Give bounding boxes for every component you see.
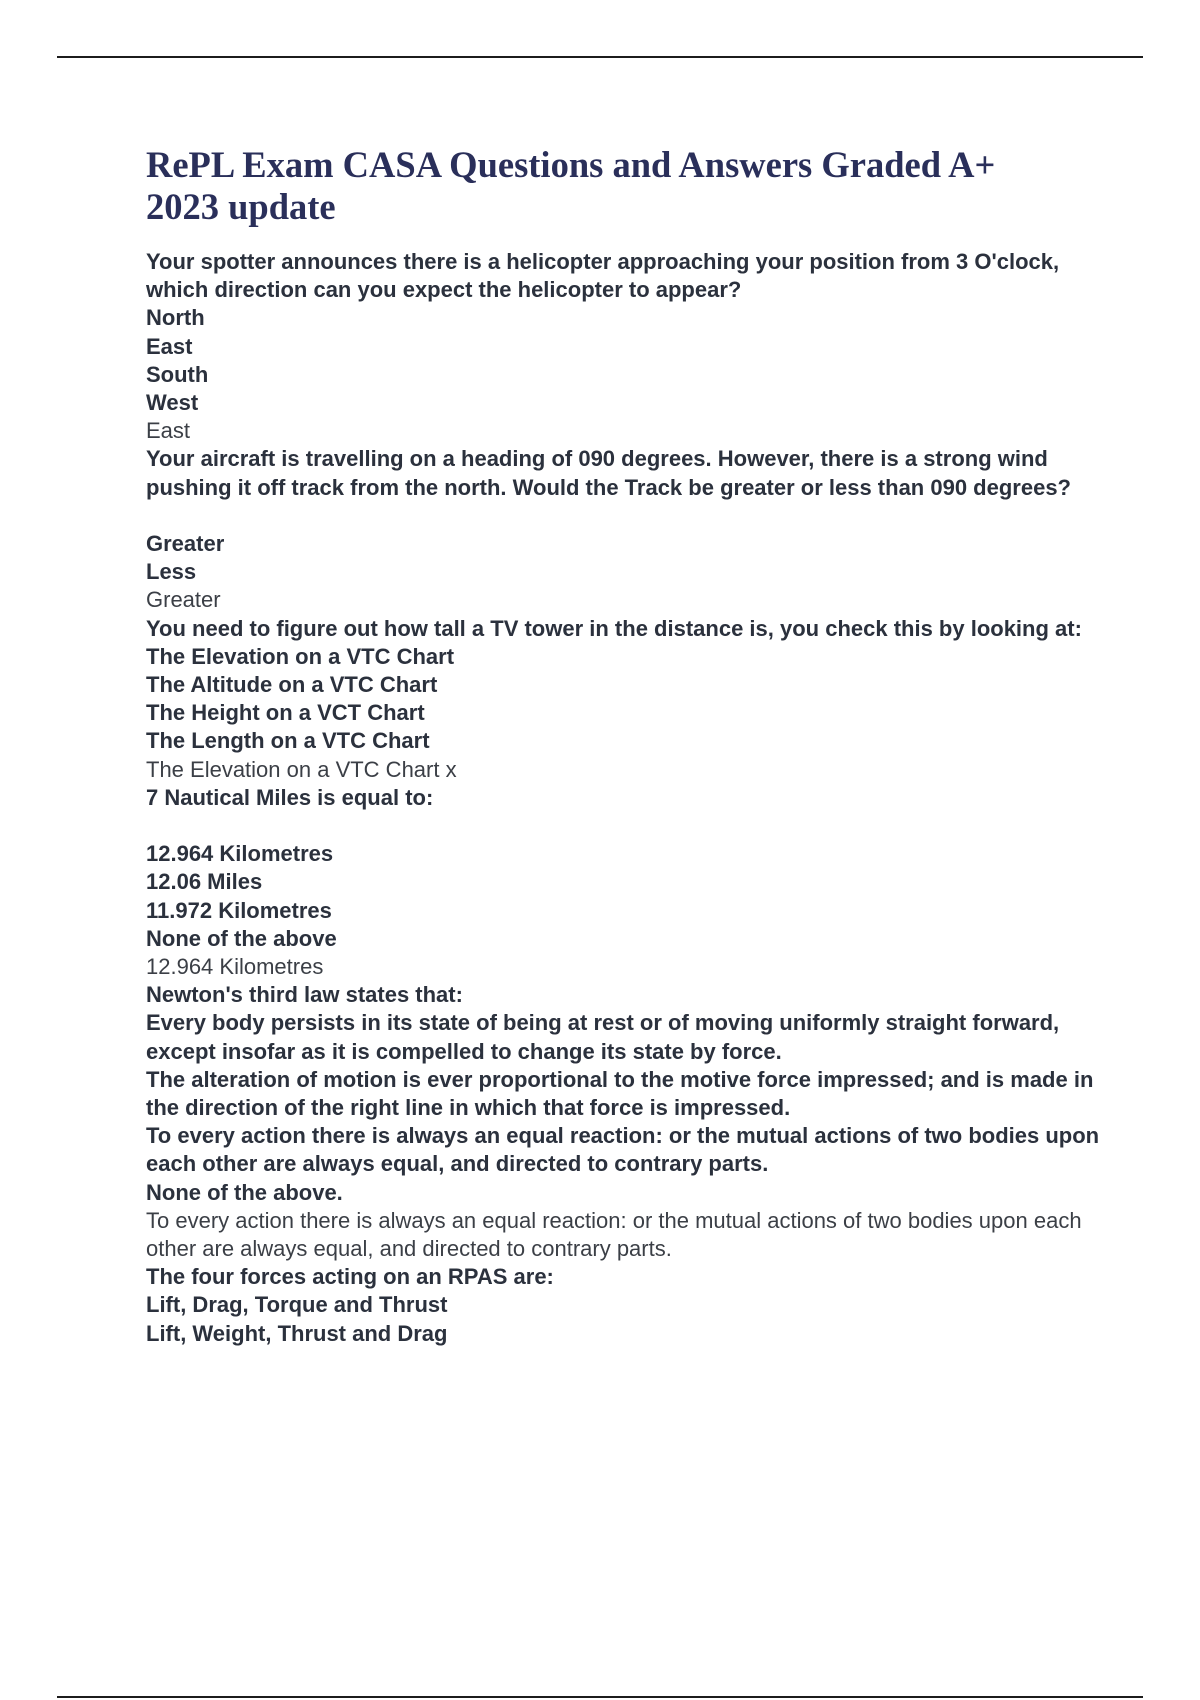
option: South (146, 361, 209, 387)
question-block-2 (146, 445, 1106, 614)
option: Every body persists in its state of being at rest or of moving uniformly straight forward, except insofar as it is compelled to change its state by force. (146, 1010, 1060, 1064)
option: None of the above. (146, 1179, 343, 1205)
option: North (146, 305, 205, 331)
option: 12.964 Kilometres (146, 841, 334, 867)
option: Lift, Drag, Torque and Thrust (146, 1292, 448, 1318)
answer: 12.964 Kilometres (146, 954, 324, 980)
question-text: Your spotter announces there is a helicopter approaching your position from 3 O'clock, which direction can you expect the helicopter to appear? (146, 249, 1060, 303)
answer: East (146, 418, 191, 444)
question-block-5 (146, 981, 1106, 1263)
document-title (146, 144, 1106, 228)
question-text: The four forces acting on an RPAS are: (146, 1264, 554, 1290)
option: 11.972 Kilometres (146, 897, 332, 923)
option: The Altitude on a VTC Chart (146, 672, 438, 698)
option: The alteration of motion is ever proportional to the motive force impressed; and is made in the direction of the right line in which that force is impressed. (146, 1066, 1094, 1121)
document-title-line-1: RePL Exam CASA Questions and Answers Graded A+ (146, 144, 996, 185)
question-text: 7 Nautical Miles is equal to: (146, 784, 434, 810)
option: To every action there is always an equal reaction: or the mutual actions of two bodies upon each other are always equal, and directed to contrary parts. (146, 1123, 1100, 1177)
document-body (146, 144, 1106, 1348)
top-divider (57, 56, 1143, 58)
option: Greater (146, 531, 225, 557)
answer: To every action there is always an equal reaction: or the mutual actions of two bodies upon each other are always equal, and directed to contrary parts. (146, 1207, 1082, 1262)
question-block-3 (146, 615, 1106, 784)
document-title-line-2: 2023 update (146, 186, 336, 227)
option: West (146, 390, 199, 416)
option: Lift, Weight, Thrust and Drag (146, 1320, 448, 1346)
answer: Greater (146, 587, 221, 613)
answer: The Elevation on a VTC Chart x (146, 756, 457, 782)
option: East (146, 333, 193, 359)
option: Less (146, 559, 197, 585)
question-block-6 (146, 1263, 1106, 1348)
question-block-4 (146, 784, 1106, 981)
question-block-1 (146, 248, 1106, 445)
question-text: Your aircraft is travelling on a heading of 090 degrees. However, there is a strong wind pushing it off track from the north. Would the Track be greater or less than 090 degrees? (146, 446, 1071, 500)
question-text: Newton's third law states that: (146, 982, 463, 1008)
option: The Elevation on a VTC Chart (146, 643, 455, 669)
bottom-divider (57, 1696, 1143, 1698)
spacer (146, 812, 1106, 840)
option: None of the above (146, 925, 337, 951)
question-text: You need to figure out how tall a TV tower in the distance is, you check this by looking at: (146, 615, 1082, 641)
option: The Height on a VCT Chart (146, 700, 425, 726)
option: The Length on a VTC Chart (146, 728, 430, 754)
spacer (146, 502, 1106, 530)
option: 12.06 Miles (146, 869, 263, 895)
